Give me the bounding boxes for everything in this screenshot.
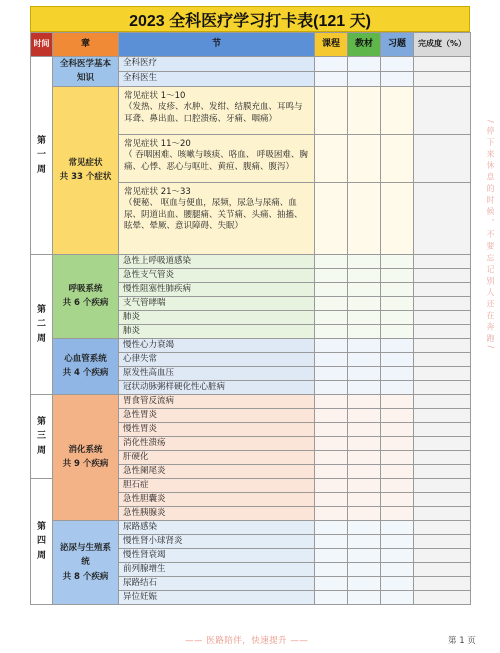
section-item: 肺炎 xyxy=(119,324,315,338)
checkin-progress-cell[interactable] xyxy=(414,576,471,590)
checkin-textbook-cell[interactable] xyxy=(348,57,381,72)
checkin-exercise-cell[interactable] xyxy=(381,506,414,520)
checkin-progress-cell[interactable] xyxy=(414,296,471,310)
section-item: 冠状动脉粥样硬化性心脏病 xyxy=(119,380,315,394)
table-row xyxy=(31,254,471,268)
chapter-digestive: 消化系统 共 9 个疾病 xyxy=(53,394,119,520)
checkin-exercise-cell[interactable] xyxy=(381,182,414,254)
checkin-lesson-cell[interactable] xyxy=(315,464,348,478)
checkin-lesson-cell[interactable] xyxy=(315,71,348,86)
header-section: 节 xyxy=(119,33,315,57)
checkin-progress-cell[interactable] xyxy=(414,506,471,520)
section-item: 慢性心力衰竭 xyxy=(119,338,315,352)
section-item: 急性上呼吸道感染 xyxy=(119,254,315,268)
checkin-exercise-cell[interactable] xyxy=(381,590,414,604)
chapter-cardio: 心血管系统 共 4 个疾病 xyxy=(53,338,119,394)
checkin-progress-cell[interactable] xyxy=(414,492,471,506)
checkin-lesson-cell[interactable] xyxy=(315,576,348,590)
checkin-exercise-cell[interactable] xyxy=(381,352,414,366)
checkin-textbook-cell[interactable] xyxy=(348,380,381,394)
checkin-lesson-cell[interactable] xyxy=(315,492,348,506)
section-item: 急性支气管炎 xyxy=(119,268,315,282)
checkin-lesson-cell[interactable] xyxy=(315,506,348,520)
checkin-progress-cell[interactable] xyxy=(414,352,471,366)
checkin-lesson-cell[interactable] xyxy=(315,436,348,450)
checkin-lesson-cell[interactable] xyxy=(315,366,348,380)
checkin-textbook-cell[interactable] xyxy=(348,352,381,366)
section-item: 急性胰腺炎 xyxy=(119,506,315,520)
checkin-textbook-cell[interactable] xyxy=(348,182,381,254)
checkin-textbook-cell[interactable] xyxy=(348,576,381,590)
section-item: 急性胃炎 xyxy=(119,408,315,422)
checkin-progress-cell[interactable] xyxy=(414,324,471,338)
symptom-block-3: 常见症状 21～33 （便秘、 呕血与便血，尿频，尿急与尿痛、血尿、阴道出血、腰腿痛、关节痛、头痛、抽搐、眩晕、晕厥、意识障碍、失眠） xyxy=(119,182,315,254)
checkin-progress-cell[interactable] xyxy=(414,86,471,134)
section-item: 尿路结石 xyxy=(119,576,315,590)
checkin-exercise-cell[interactable] xyxy=(381,548,414,562)
checkin-progress-cell[interactable] xyxy=(414,380,471,394)
week-label-4: 第 四 周 xyxy=(31,478,53,604)
week-label-3: 第 三 周 xyxy=(31,394,53,478)
section-item: 消化性溃疡 xyxy=(119,436,315,450)
table-row xyxy=(31,57,471,72)
chapter-respiratory: 呼吸系统 共 6 个疾病 xyxy=(53,254,119,338)
checkin-textbook-cell[interactable] xyxy=(348,338,381,352)
checkin-lesson-cell[interactable] xyxy=(315,548,348,562)
checkin-progress-cell[interactable] xyxy=(414,366,471,380)
checkin-progress-cell[interactable] xyxy=(414,450,471,464)
symptom-block-1: 常见症状 1～10 （发热、皮疹、水肿、发绀、结膜充血、耳鸣与耳聋、鼻出血、口腔溃疡、牙痛、咽痛） xyxy=(119,86,315,134)
checkin-exercise-cell[interactable] xyxy=(381,338,414,352)
section-item: 全科医生 xyxy=(119,71,315,86)
section-item: 异位妊娠 xyxy=(119,590,315,604)
header-week: 时间 xyxy=(31,33,53,57)
checkin-exercise-cell[interactable] xyxy=(381,282,414,296)
checkin-progress-cell[interactable] xyxy=(414,134,471,182)
checkin-lesson-cell[interactable] xyxy=(315,338,348,352)
section-item: 肺炎 xyxy=(119,310,315,324)
chapter-urogenital: 泌尿与生殖系 统 共 8 个疾病 xyxy=(53,520,119,604)
checkin-textbook-cell[interactable] xyxy=(348,310,381,324)
checkin-progress-cell[interactable] xyxy=(414,282,471,296)
checkin-lesson-cell[interactable] xyxy=(315,134,348,182)
footer-slogan: —— 医路陪伴，快速提升 —— xyxy=(185,636,309,646)
sheet-title: 2023 全科医疗学习打卡表(121 天) xyxy=(30,6,470,32)
checkin-progress-cell[interactable] xyxy=(414,310,471,324)
section-item: 慢性阻塞性肺疾病 xyxy=(119,282,315,296)
checkin-lesson-cell[interactable] xyxy=(315,380,348,394)
section-item: 慢性胃炎 xyxy=(119,422,315,436)
checkin-progress-cell[interactable] xyxy=(414,254,471,268)
week-label-2: 第 二 周 xyxy=(31,254,53,394)
checkin-textbook-cell[interactable] xyxy=(348,492,381,506)
checkin-lesson-cell[interactable] xyxy=(315,450,348,464)
section-item: 心律失常 xyxy=(119,352,315,366)
checkin-lesson-cell[interactable] xyxy=(315,324,348,338)
checkin-lesson-cell[interactable] xyxy=(315,57,348,72)
checkin-progress-cell[interactable] xyxy=(414,394,471,408)
checkin-exercise-cell[interactable] xyxy=(381,436,414,450)
checkin-lesson-cell[interactable] xyxy=(315,86,348,134)
header-textbook: 教材 xyxy=(348,33,381,57)
table-row xyxy=(31,520,471,534)
page-footer xyxy=(0,634,500,648)
section-item: 前列腺增生 xyxy=(119,562,315,576)
checkin-textbook-cell[interactable] xyxy=(348,268,381,282)
checkin-exercise-cell[interactable] xyxy=(381,422,414,436)
checkin-progress-cell[interactable] xyxy=(414,590,471,604)
checkin-exercise-cell[interactable] xyxy=(381,534,414,548)
checkin-progress-cell[interactable] xyxy=(414,422,471,436)
checkin-lesson-cell[interactable] xyxy=(315,296,348,310)
checkin-exercise-cell[interactable] xyxy=(381,576,414,590)
checkin-progress-cell[interactable] xyxy=(414,436,471,450)
side-motto: / 停 下 来 休 息 的 时 候 ， 不 要 忘 记 别 人 还 在 奔 跑 / xyxy=(486,120,495,349)
checkin-textbook-cell[interactable] xyxy=(348,548,381,562)
checkin-progress-cell[interactable] xyxy=(414,57,471,72)
checkin-exercise-cell[interactable] xyxy=(381,492,414,506)
section-item: 急性胆囊炎 xyxy=(119,492,315,506)
checkin-exercise-cell[interactable] xyxy=(381,268,414,282)
header-progress: 完成度（%） xyxy=(414,33,471,57)
week-label-1: 第 一 周 xyxy=(31,57,53,255)
checkin-textbook-cell[interactable] xyxy=(348,464,381,478)
checkin-exercise-cell[interactable] xyxy=(381,254,414,268)
table-row xyxy=(31,394,471,408)
section-item: 肝硬化 xyxy=(119,450,315,464)
checkin-textbook-cell[interactable] xyxy=(348,254,381,268)
checkin-exercise-cell[interactable] xyxy=(381,562,414,576)
checkin-textbook-cell[interactable] xyxy=(348,422,381,436)
checkin-lesson-cell[interactable] xyxy=(315,394,348,408)
checkin-progress-cell[interactable] xyxy=(414,182,471,254)
checkin-lesson-cell[interactable] xyxy=(315,352,348,366)
checkin-textbook-cell[interactable] xyxy=(348,436,381,450)
checkin-lesson-cell[interactable] xyxy=(315,422,348,436)
checkin-progress-cell[interactable] xyxy=(414,408,471,422)
checkin-textbook-cell[interactable] xyxy=(348,134,381,182)
header-exercise: 习题 xyxy=(381,33,414,57)
checkin-lesson-cell[interactable] xyxy=(315,520,348,534)
checkin-exercise-cell[interactable] xyxy=(381,408,414,422)
header-row xyxy=(31,33,471,57)
page-number: 第 1 页 xyxy=(448,636,476,646)
checkin-textbook-cell[interactable] xyxy=(348,86,381,134)
checkin-exercise-cell[interactable] xyxy=(381,71,414,86)
checkin-lesson-cell[interactable] xyxy=(315,478,348,492)
checkin-lesson-cell[interactable] xyxy=(315,310,348,324)
checkin-exercise-cell[interactable] xyxy=(381,134,414,182)
checkin-textbook-cell[interactable] xyxy=(348,296,381,310)
checkin-progress-cell[interactable] xyxy=(414,71,471,86)
checkin-lesson-cell[interactable] xyxy=(315,408,348,422)
checkin-textbook-cell[interactable] xyxy=(348,366,381,380)
checkin-progress-cell[interactable] xyxy=(414,464,471,478)
checkin-textbook-cell[interactable] xyxy=(348,450,381,464)
checkin-exercise-cell[interactable] xyxy=(381,450,414,464)
checkin-textbook-cell[interactable] xyxy=(348,394,381,408)
checkin-textbook-cell[interactable] xyxy=(348,71,381,86)
checkin-progress-cell[interactable] xyxy=(414,562,471,576)
checkin-progress-cell[interactable] xyxy=(414,548,471,562)
header-lesson: 课程 xyxy=(315,33,348,57)
checkin-exercise-cell[interactable] xyxy=(381,380,414,394)
checkin-exercise-cell[interactable] xyxy=(381,310,414,324)
checkin-exercise-cell[interactable] xyxy=(381,324,414,338)
table-row xyxy=(31,338,471,352)
section-item: 胃食管反流病 xyxy=(119,394,315,408)
checkin-textbook-cell[interactable] xyxy=(348,534,381,548)
checkin-lesson-cell[interactable] xyxy=(315,282,348,296)
checkin-lesson-cell[interactable] xyxy=(315,182,348,254)
checkin-progress-cell[interactable] xyxy=(414,534,471,548)
checkin-progress-cell[interactable] xyxy=(414,478,471,492)
checkin-exercise-cell[interactable] xyxy=(381,394,414,408)
checkin-exercise-cell[interactable] xyxy=(381,57,414,72)
checkin-exercise-cell[interactable] xyxy=(381,464,414,478)
checkin-exercise-cell[interactable] xyxy=(381,478,414,492)
checkin-textbook-cell[interactable] xyxy=(348,506,381,520)
symptom-block-2: 常见症状 11～20 （ 吞咽困难、咳嗽与咳痰、咯血、 呼吸困难、胸痛、心悸、恶心与呕吐、黄疸、腹痛、腹泻） xyxy=(119,134,315,182)
checkin-lesson-cell[interactable] xyxy=(315,268,348,282)
checkin-progress-cell[interactable] xyxy=(414,268,471,282)
section-item: 慢性肾衰竭 xyxy=(119,548,315,562)
checkin-lesson-cell[interactable] xyxy=(315,254,348,268)
checkin-lesson-cell[interactable] xyxy=(315,590,348,604)
header-chapter: 章 xyxy=(53,33,119,57)
section-item: 支气管哮喘 xyxy=(119,296,315,310)
checkin-lesson-cell[interactable] xyxy=(315,534,348,548)
checkin-textbook-cell[interactable] xyxy=(348,562,381,576)
section-item: 胆石症 xyxy=(119,478,315,492)
checkin-textbook-cell[interactable] xyxy=(348,324,381,338)
checkin-progress-cell[interactable] xyxy=(414,520,471,534)
checkin-exercise-cell[interactable] xyxy=(381,86,414,134)
chapter-symptoms: 常见症状 共 33 个症状 xyxy=(53,86,119,254)
checkin-lesson-cell[interactable] xyxy=(315,562,348,576)
checkin-textbook-cell[interactable] xyxy=(348,590,381,604)
checkin-textbook-cell[interactable] xyxy=(348,408,381,422)
study-table xyxy=(30,32,471,605)
section-item: 尿路感染 xyxy=(119,520,315,534)
section-item: 原发性高血压 xyxy=(119,366,315,380)
section-item: 慢性肾小球肾炎 xyxy=(119,534,315,548)
chapter-basic: 全科医学基本 知识 xyxy=(53,57,119,87)
section-item: 全科医疗 xyxy=(119,57,315,72)
checkin-textbook-cell[interactable] xyxy=(348,520,381,534)
checkin-exercise-cell[interactable] xyxy=(381,366,414,380)
checkin-exercise-cell[interactable] xyxy=(381,520,414,534)
checkin-progress-cell[interactable] xyxy=(414,338,471,352)
checkin-sheet xyxy=(30,6,470,605)
checkin-textbook-cell[interactable] xyxy=(348,478,381,492)
table-row xyxy=(31,86,471,134)
section-item: 急性阑尾炎 xyxy=(119,464,315,478)
checkin-exercise-cell[interactable] xyxy=(381,296,414,310)
checkin-textbook-cell[interactable] xyxy=(348,282,381,296)
